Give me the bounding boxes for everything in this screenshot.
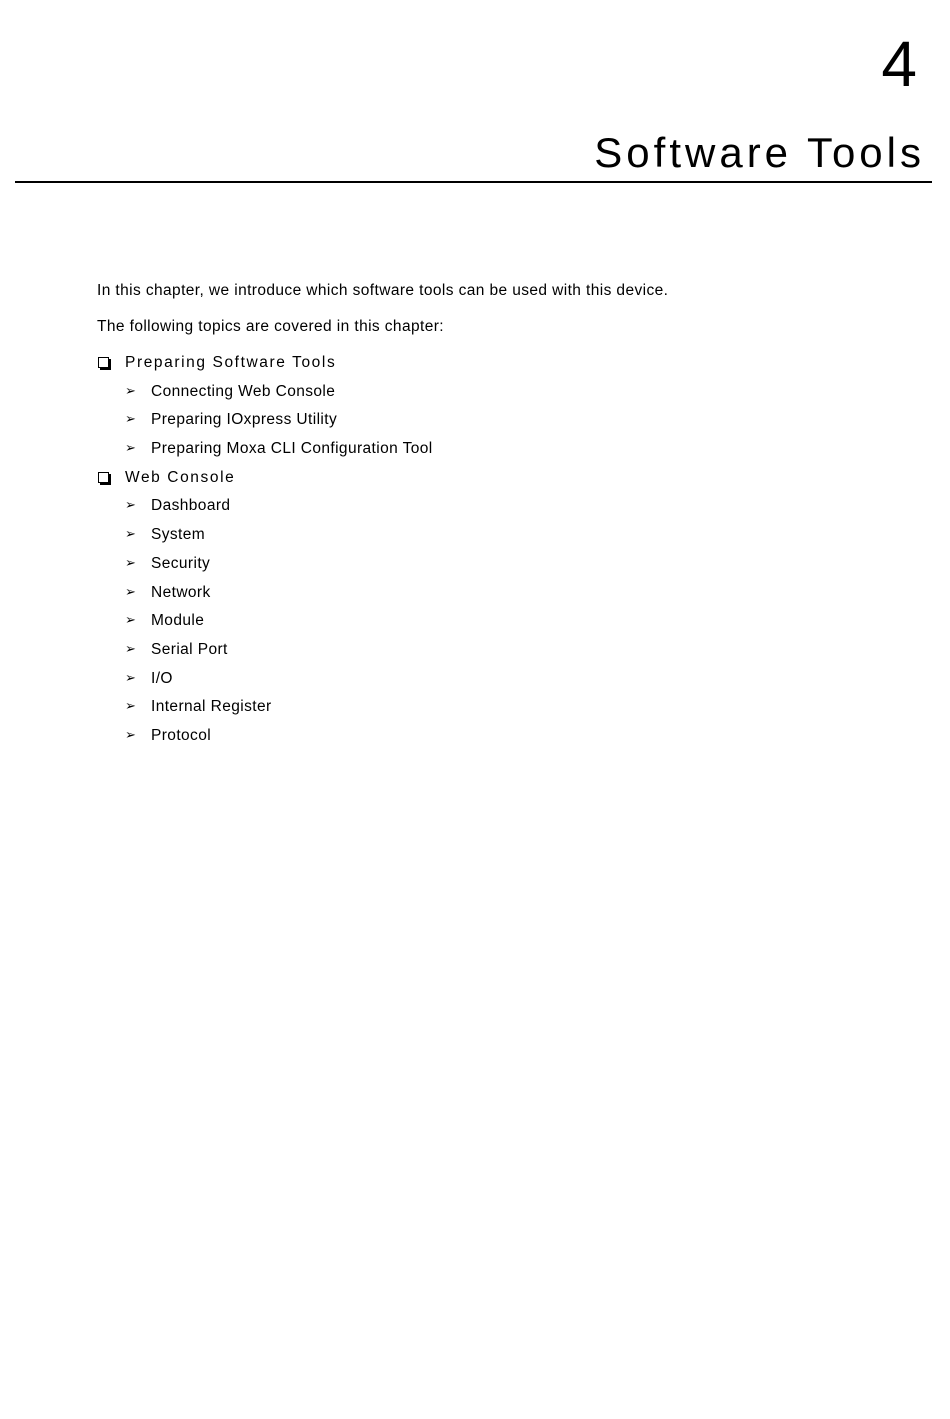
chapter-number: 4	[881, 28, 917, 100]
topic-label[interactable]: Preparing Software Tools	[125, 354, 337, 371]
arrow-bullet-icon: ➢	[125, 670, 137, 686]
checkbox-square-icon	[98, 357, 109, 368]
subtopic-label[interactable]: Module	[151, 612, 205, 630]
arrow-bullet-icon: ➢	[125, 555, 137, 571]
arrow-bullet-icon: ➢	[125, 641, 137, 657]
subtopic-label[interactable]: Dashboard	[151, 497, 231, 515]
chapter-content	[97, 281, 917, 755]
arrow-bullet-icon: ➢	[125, 498, 137, 514]
subtopic-item	[97, 525, 917, 554]
arrow-bullet-icon: ➢	[125, 699, 137, 715]
subtopic-list	[97, 382, 917, 468]
subtopic-label[interactable]: Network	[151, 583, 211, 601]
arrow-bullet-icon: ➢	[125, 383, 137, 399]
topic-item	[97, 468, 917, 755]
topic-label[interactable]: Web Console	[125, 468, 236, 486]
subtopic-item	[97, 640, 917, 669]
subtopic-item	[97, 496, 917, 525]
intro-paragraph: In this chapter, we introduce which software tools can be used with this device.	[97, 282, 669, 299]
arrow-bullet-icon: ➢	[125, 613, 137, 629]
subtopic-item	[97, 669, 917, 698]
arrow-bullet-icon: ➢	[125, 412, 137, 428]
arrow-bullet-icon: ➢	[125, 441, 137, 457]
subtopic-label[interactable]: Protocol	[151, 726, 212, 744]
subtopic-label[interactable]: Serial Port	[151, 640, 228, 658]
subtopic-label[interactable]: Internal Register	[151, 698, 272, 716]
checkbox-square-icon	[98, 472, 109, 483]
subtopic-list	[97, 496, 917, 754]
title-divider	[15, 181, 932, 183]
subtopic-item	[97, 611, 917, 640]
subtopic-item	[97, 583, 917, 612]
topics-label: The following topics are covered in this chapter:	[97, 318, 444, 335]
subtopic-label[interactable]: Connecting Web Console	[151, 382, 336, 400]
subtopic-label[interactable]: Preparing Moxa CLI Configuration Tool	[151, 440, 433, 458]
arrow-bullet-icon: ➢	[125, 584, 137, 600]
subtopic-item	[97, 410, 917, 439]
subtopic-label[interactable]: System	[151, 526, 206, 544]
topic-list	[97, 353, 917, 755]
arrow-bullet-icon: ➢	[125, 527, 137, 543]
topic-item	[97, 353, 917, 468]
arrow-bullet-icon: ➢	[125, 727, 137, 743]
subtopic-item	[97, 697, 917, 726]
subtopic-item	[97, 726, 917, 755]
chapter-title: Software Tools	[594, 129, 925, 176]
subtopic-item	[97, 554, 917, 583]
subtopic-item	[97, 382, 917, 411]
subtopic-label[interactable]: Security	[151, 554, 211, 572]
subtopic-label[interactable]: Preparing IOxpress Utility	[151, 411, 338, 429]
subtopic-label[interactable]: I/O	[151, 669, 173, 687]
subtopic-item	[97, 439, 917, 468]
